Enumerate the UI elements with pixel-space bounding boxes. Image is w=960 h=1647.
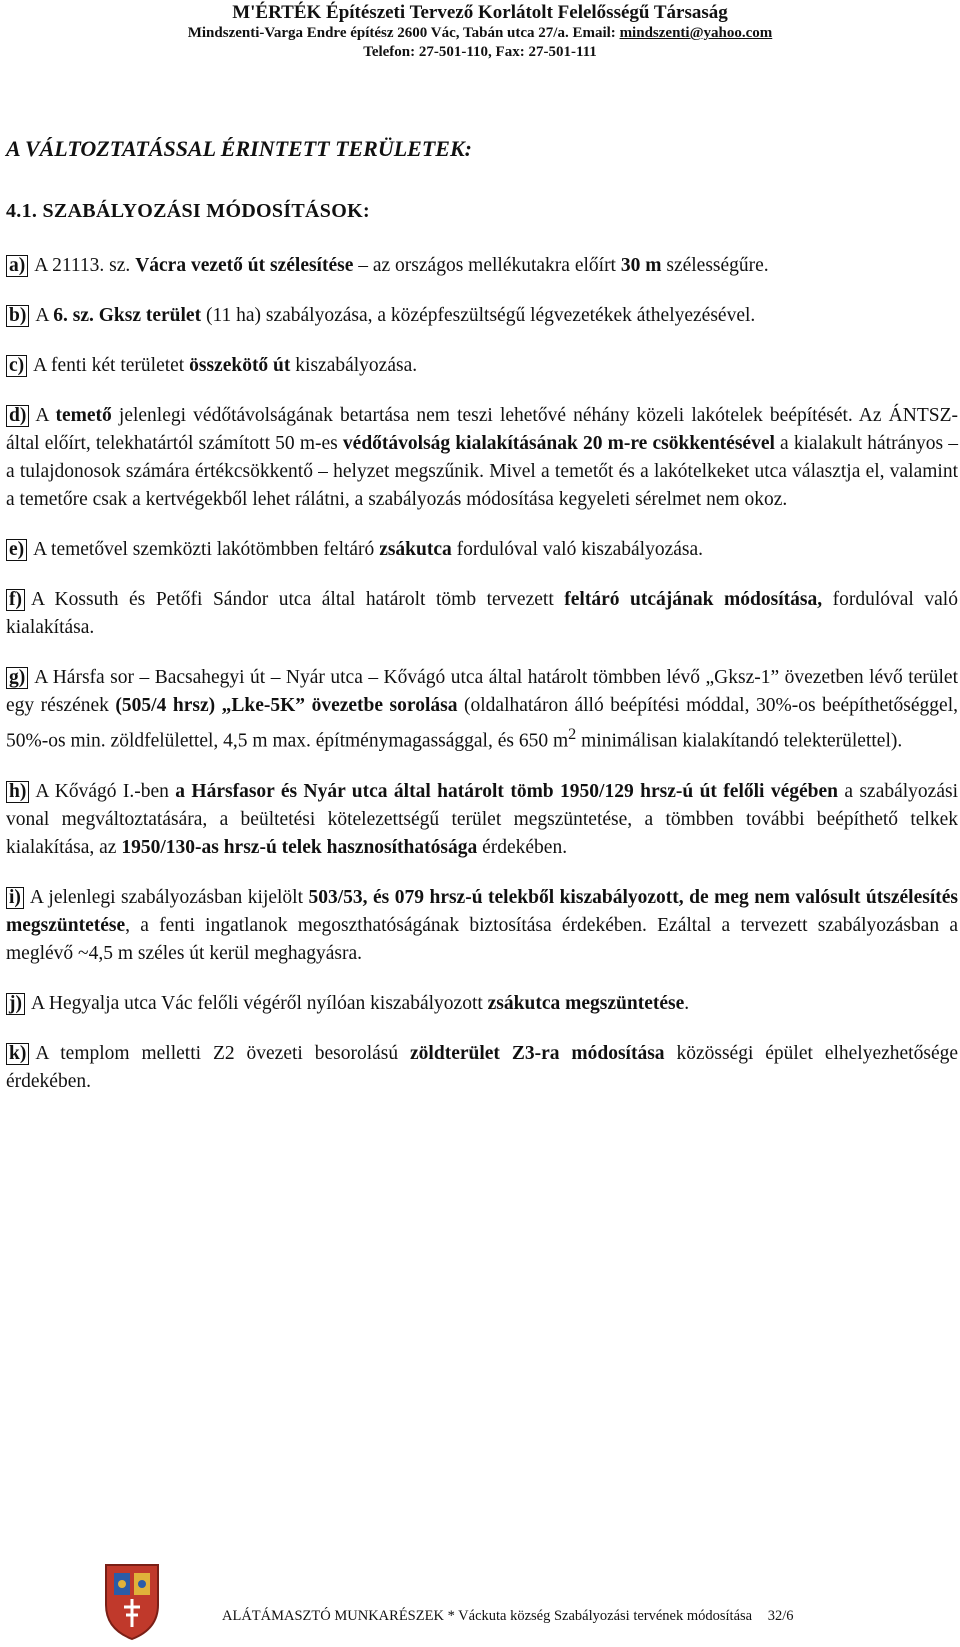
item-marker: e) [6, 539, 27, 561]
list-item-f: f) A Kossuth és Petőfi Sándor utca által határolt tömb tervezett feltáró utcájának módosítása, fordulóval való kialakítása. [6, 589, 958, 638]
company-phone: Telefon: 27-501-110, Fax: 27-501-111 [363, 44, 597, 60]
item-marker: i) [6, 887, 24, 909]
item-marker: j) [6, 993, 25, 1015]
list-item-e: e) A temetővel szemközti lakótömbben feltáró zsákutca fordulóval való kiszabályozása. [6, 536, 958, 564]
list-item-b: b) A 6. sz. Gksz terület (11 ha) szabályozása, a középfeszültségű légvezetékek áthelyezésével. [6, 302, 958, 330]
list-item-j: j) A Hegyalja utca Vác felőli végéről nyílóan kiszabályozott zsákutca megszüntetése. [6, 990, 958, 1018]
list-item-d: d) A temető jelenlegi védőtávolságának betartása nem teszi lehetővé néhány közeli lakótelek beépítését. Az ÁNTSZ-által előírt, telekhatártól számított 50 m-es védőtávolság kialakításának 20 m-re csökkentésével a kialakult hátrányos – a tulajdonosok számára értékcsökkentő – helyzet megszűnik. Mivel a temetőt és a lakótelkeket utca választja el, valamint a temetőre csak a kertvégekből lehet rálátni, a szabályozás módosítása kegyeleti sérelmet nem okoz. [6, 405, 958, 510]
page-number: 32/6 [767, 1608, 794, 1624]
item-marker: a) [6, 255, 28, 277]
email-link[interactable]: mindszenti@yahoo.com [619, 25, 773, 41]
section-heading: 4.1. SZABÁLYOZÁSI MÓDOSÍTÁSOK: [6, 200, 370, 222]
company-name: M'ÉRTÉK Építészeti Tervező Korlátolt Felelősségű Társaság [232, 2, 728, 23]
item-marker: d) [6, 405, 29, 427]
list-item-a: a) A 21113. sz. Vácra vezető út szélesítése – az országos mellékutakra előírt 30 m szélességűre. [6, 252, 958, 280]
item-marker: f) [6, 589, 25, 611]
modifications-list [6, 252, 958, 1096]
list-item-g: g) A Hársfa sor – Bacsahegyi út – Nyár utca – Kővágó utca által határolt tömbben lévő „Gksz-1” övezetben lévő terület egy részének (505/4 hrsz) „Lke-5K” övezetbe sorolása (oldalhatáron álló beépítési móddal, 30%-os beépíthetőséggel, 50%-os min. zöldfelülettel, 4,5 m max. építménymagassággal, és 650 $m^2$ minimálisan kialakítandó telekterülettel). [6, 667, 958, 752]
item-marker: b) [6, 305, 29, 327]
page-footer [0, 1555, 960, 1647]
item-marker: k) [6, 1043, 29, 1065]
footer-text: ALÁTÁMASZTÓ MUNKARÉSZEK * Váckuta község Szabályozási tervének módosítása 32/6 [222, 1608, 794, 1624]
letterhead [0, 2, 960, 62]
item-marker: h) [6, 781, 29, 803]
list-item-h: h) A Kővágó I.-ben a Hársfasor és Nyár utca által határolt tömb 1950/129 hrsz-ú út felőli végében a szabályozási vonal megváltoztatására, a beültetési kötelezettségű terület megszüntetése, a tömbben további beépíthető telkek kialakítása, az 1950/130-as hrsz-ú telek hasznosíthatósága érdekében. [6, 780, 958, 858]
page-title: A VÁLTOZTATÁSSAL ÉRINTETT TERÜLETEK: [6, 136, 472, 161]
coat-of-arms-icon [102, 1561, 162, 1641]
company-address: Mindszenti-Varga Endre építész 2600 Vác, Tabán utca 27/a. Email: mindszenti@yahoo.com [187, 25, 773, 41]
item-marker: c) [6, 355, 27, 377]
list-item-i: i) A jelenlegi szabályozásban kijelölt 503/53, és 079 hrsz-ú telekből kiszabályozott, de meg nem valósult útszélesítés megszüntetése, a fenti ingatlanok megoszthatóságának biztosítása érdekében. Ezáltal a tervezett szabályozásban a meglévő ~4,5 m széles út kerül meghagyásra. [6, 886, 958, 964]
list-item-c: c) A fenti két területet összekötő út kiszabályozása. [6, 352, 958, 380]
list-item-k: k) A templom melletti Z2 övezeti besorolású zöldterület Z3-ra módosítása közösségi épület elhelyezhetősége érdekében. [6, 1042, 959, 1092]
item-marker: g) [6, 667, 28, 689]
